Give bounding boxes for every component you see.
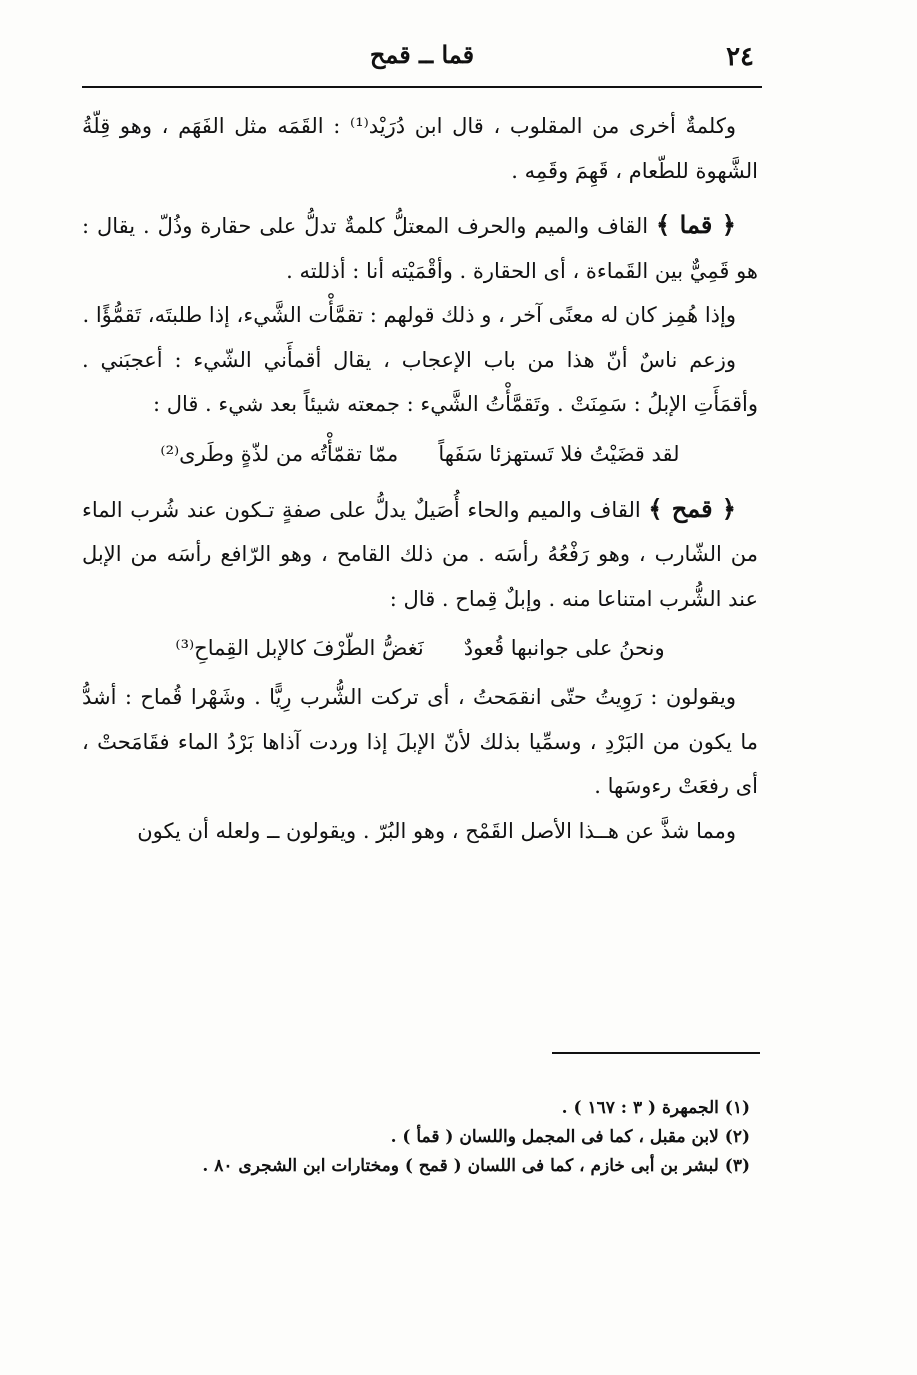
entry-heading: ﴿ قما ﴾ [656,210,736,239]
verse-hemistich-first: ونحنُ على جوانبها قُعودٌ [463,636,665,660]
poem-verse [82,431,758,477]
paragraph-intro: وكلمةٌ أخرى من المقلوب ، قال ابن دُرَيْد⁽¹⁾ : القَمَه مثل الفَهَم ، وهو قِلّةُ الشَّهوة للطّعام ، قَهِمَ وقَمِه . [82,114,758,183]
verse-hemistich-second: ممّا تقمّأْتُه من لذّةٍ وطَرى⁽²⁾ [160,441,399,466]
entry-qama [82,203,758,293]
poem-verse [82,625,758,671]
page-number: ٢٤ [726,42,754,72]
footnote: (٣) لبشر بن أبى خازم ، كما فى اللسان ( قمح ) ومختارات ابن الشجرى ٨٠ . [202,1156,750,1176]
footnote: (١) الجمهرة ( ٣ : ١٦٧ ) . [561,1098,750,1118]
footnotes [82,1094,750,1181]
main-text [82,104,758,853]
page-header [82,38,762,88]
verse-hemistich-second: نَغضُّ الطّرْفَ كالإبل القِماحِ⁽³⁾ [175,636,424,660]
entry-text: القاف والميم والحرف المعتلُّ كلمةٌ تدلُّ على حقارة وذُلّ . يقال : هو قَمِيٌّ بين القَماءة ، أى الحقارة . وأقْمَيْته أنا : أذللته . [82,214,758,283]
paragraph: ويقولون : رَوِيتُ حتّى انقمَحتُ ، أى تركت الشُّرب رِيًّا . وشَهْرا قُماح : أشدُّ ما يكون من البَرْدِ ، وسمِّيا بذلك لأنّ الإبلَ إذا وردت آذاها بَرْدُ الماء فقَامَحتْ ، أى رفعَتْ رءوسَها . [82,685,758,798]
footnote-rule [552,1052,760,1054]
running-head: قما ــ قمح [369,40,475,69]
footnote: (٢) لابن مقبل ، كما فى المجمل واللسان ( قمأ ) . [390,1127,750,1147]
entry-heading: ﴿ قمح ﴾ [648,493,736,523]
paragraph: وإذا هُمِز كان له معنًى آخر ، و ذلك قولهم : تقمَّأْت الشَّيء، إذا طلبتَه، تَقمُّؤًا . [82,303,736,327]
paragraph: ومما شذَّ عن هــذا الأصل القَمْح ، وهو البُرّ . ويقولون ــ ولعله أن يكون [137,818,736,843]
header-rule [82,86,762,88]
entry-qamh [82,487,758,622]
entry-text: القاف والميم والحاء أُصَيلٌ يدلُّ على صفةٍ تـكون عند شُرب الماء من الشّارب ، وهو رَفْعُهُ رأسَه . من ذلك القامح ، وهو الرّافع رأسَه من الإبل عند الشُّرب امتناعا منه . وإبلٌ قِماح . قال : [82,497,758,611]
verse-hemistich-first: لقد قضَيْتُ فلا تَستهزئا سَفَهاً [438,441,680,466]
paragraph: وزعم ناسٌ أنّ هذا من باب الإعجاب ، يقال أقمأَني الشّيء : أعجبَني . وأقمَأَتِ الإبلُ : سَمِنَتْ . وتَقمَّأْتُ الشَّيء : جمعته شيئاً بعد شيء . قال : [82,347,758,416]
